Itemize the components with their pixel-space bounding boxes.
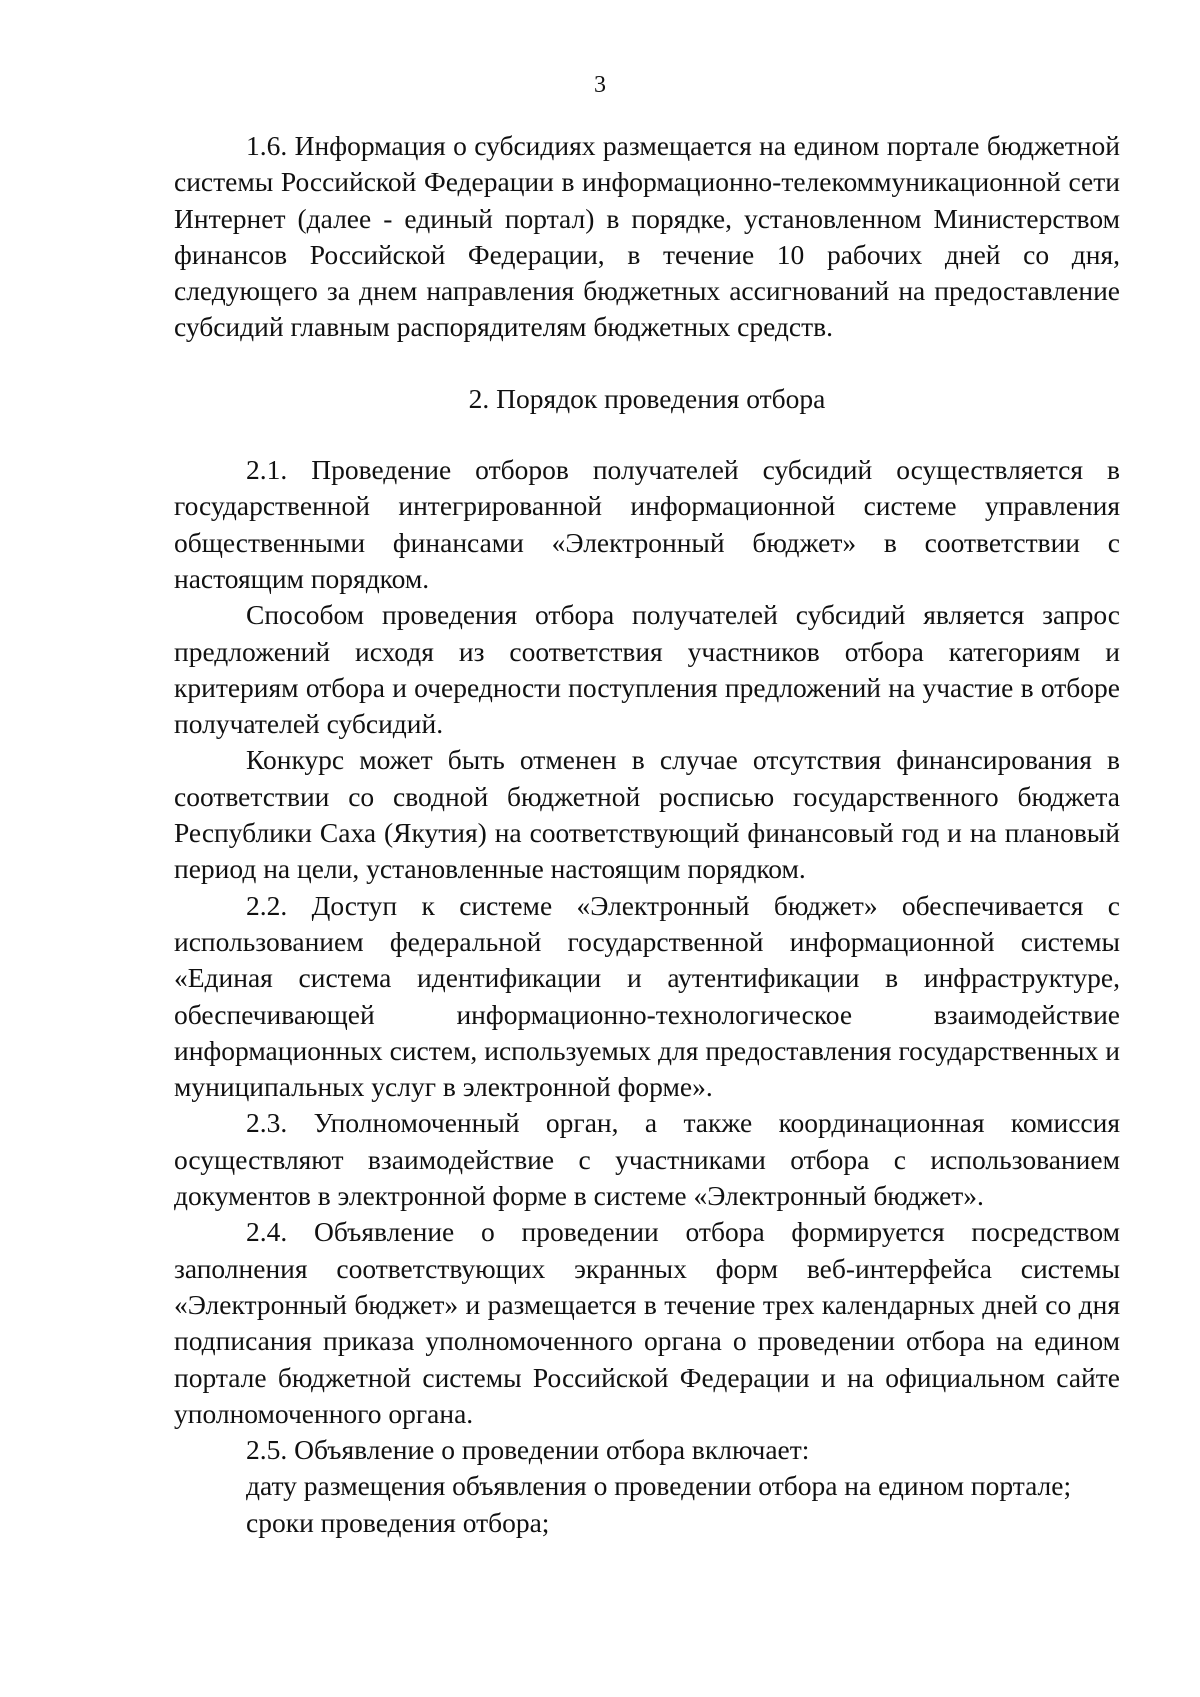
paragraph-2-2: 2.2. Доступ к системе «Электронный бюджет» обеспечивается с использованием федеральной государственной информационной системы «Единая система идентификации и аутентификации в инфраструктуре, обеспечивающей информационно-технологическое взаимодействие информационных систем, используемых для предоставления государственных и муниципальных услуг в электронной форме». xyxy=(174,889,1120,1103)
paragraph-2-1-cancel: Конкурс может быть отменен в случае отсутствия финансирования в соответствии со сводной бюджетной росписью государственного бюджета Республики Саха (Якутия) на соответствующий финансовый год и на плановый период на цели, установленные настоящим порядком. xyxy=(174,744,1120,885)
section-heading-2: 2. Порядок проведения отбора xyxy=(468,382,826,414)
paragraph-1-6: 1.6. Информация о субсидиях размещается на едином портале бюджетной системы Российской Федерации в информационно-телекоммуникационной сети Интернет (далее - единый портал) в порядке, установленном Министерством финансов Российской Федерации, в течение 10 рабочих дней со дня, следующего за днем направления бюджетных ассигнований на предоставление субсидий главным распорядителям бюджетных средств. xyxy=(174,130,1120,343)
paragraph-2-5: 2.5. Объявление о проведении отбора включает: xyxy=(246,1434,810,1466)
list-item-2-5-2: сроки проведения отбора; xyxy=(246,1506,550,1538)
paragraph-2-1-method: Способом проведения отбора получателей субсидий является запрос предложений исходя из соответствия участников отбора категориям и критериям отбора и очередности поступления предложений на участие в отборе получателей субсидий. xyxy=(174,599,1120,740)
list-item-2-5-1: дату размещения объявления о проведении отбора на едином портале; xyxy=(246,1470,1072,1502)
document-body xyxy=(174,128,1120,1541)
page-number: 3 xyxy=(594,72,606,98)
paragraph-2-1: 2.1. Проведение отборов получателей субсидий осуществляется в государственной интегрированной информационной системе управления общественными финансами «Электронный бюджет» в соответствии с настоящим порядком. xyxy=(174,454,1120,594)
paragraph-2-3: 2.3. Уполномоченный орган, а также координационная комиссия осуществляют взаимодействие с участниками отбора с использованием документов в электронной форме в системе «Электронный бюджет». xyxy=(174,1107,1120,1212)
paragraph-2-4: 2.4. Объявление о проведении отбора формируется посредством заполнения соответствующих экранных форм веб-интерфейса системы «Электронный бюджет» и размещается в течение трех календарных дней со дня подписания приказа уполномоченного органа о проведении отбора на едином портале бюджетной системы Российской Федерации и на официальном сайте уполномоченного органа. xyxy=(174,1216,1120,1429)
